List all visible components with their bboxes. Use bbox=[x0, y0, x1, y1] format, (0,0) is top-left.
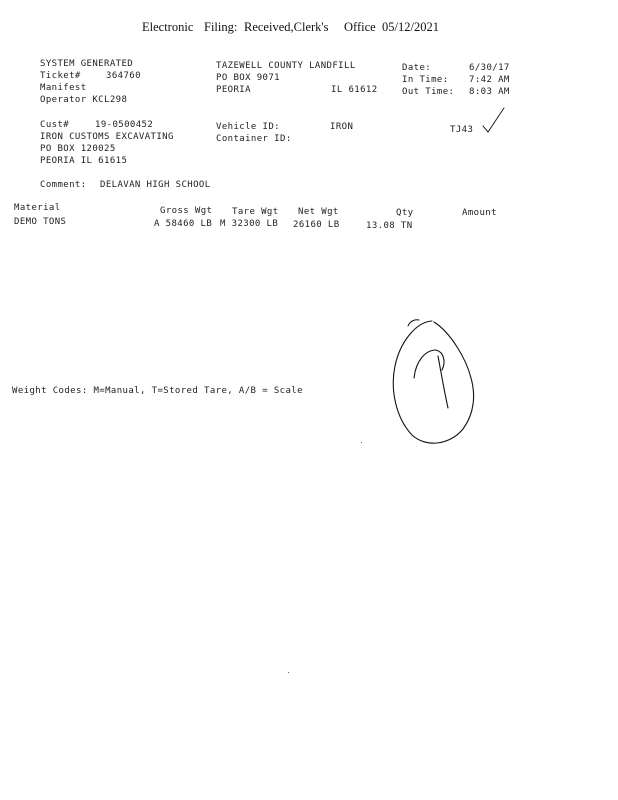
manifest-label: Manifest bbox=[40, 83, 87, 93]
cust-number: 19-0500452 bbox=[95, 120, 154, 130]
row-gross: A 58460 LB bbox=[154, 219, 213, 229]
facility-name: TAZEWELL COUNTY LANDFILL bbox=[216, 61, 356, 71]
vehicle-id-label: Vehicle ID: bbox=[216, 122, 281, 132]
scan-speck bbox=[288, 672, 289, 673]
comment-label: Comment: bbox=[40, 180, 87, 190]
row-qty: 13.08 TN bbox=[366, 221, 413, 231]
col-header-tare: Tare Wgt bbox=[232, 207, 279, 217]
handwritten-signature bbox=[388, 314, 478, 449]
facility-po-box: PO BOX 9071 bbox=[216, 73, 281, 83]
col-header-qty: Qty bbox=[396, 208, 414, 218]
col-header-net: Net Wgt bbox=[298, 207, 339, 217]
in-time-value: 7:42 AM bbox=[469, 75, 510, 85]
ticket-number: 364760 bbox=[106, 71, 141, 81]
checkmark-icon bbox=[482, 106, 506, 134]
vehicle-id-value: IRON bbox=[330, 122, 354, 132]
col-header-amount: Amount bbox=[462, 208, 497, 218]
date-value: 6/30/17 bbox=[469, 63, 510, 73]
customer-po-box: PO BOX 120025 bbox=[40, 144, 116, 154]
truck-code: TJ43 bbox=[450, 125, 474, 135]
ticket-label: Ticket# bbox=[40, 71, 81, 81]
customer-name: IRON CUSTOMS EXCAVATING bbox=[40, 132, 174, 142]
filing-received: Received,Clerk's bbox=[244, 20, 329, 34]
comment-text: DELAVAN HIGH SCHOOL bbox=[100, 180, 211, 190]
container-id-label: Container ID: bbox=[216, 134, 292, 144]
out-time-value: 8:03 AM bbox=[469, 87, 510, 97]
col-header-gross: Gross Wgt bbox=[160, 206, 213, 216]
row-tare: M 32300 LB bbox=[220, 219, 279, 229]
filing-electronic: Electronic bbox=[142, 20, 194, 34]
filing-label: Filing: bbox=[204, 20, 238, 34]
row-material: DEMO TONS bbox=[14, 217, 67, 227]
system-generated: SYSTEM GENERATED bbox=[40, 59, 134, 69]
operator-id: Operator KCL298 bbox=[40, 95, 128, 105]
weight-codes-legend: Weight Codes: M=Manual, T=Stored Tare, A/B = Scale bbox=[12, 386, 303, 396]
col-header-material: Material bbox=[14, 203, 61, 213]
in-time-label: In Time: bbox=[402, 75, 449, 85]
row-net: 26160 LB bbox=[293, 220, 340, 230]
scan-speck bbox=[361, 442, 362, 443]
facility-city: PEORIA bbox=[216, 85, 251, 95]
cust-label: Cust# bbox=[40, 120, 70, 130]
out-time-label: Out Time: bbox=[402, 87, 455, 97]
customer-city-state-zip: PEORIA IL 61615 bbox=[40, 156, 128, 166]
filing-date: 05/12/2021 bbox=[382, 20, 439, 34]
facility-state-zip: IL 61612 bbox=[331, 85, 378, 95]
date-label: Date: bbox=[402, 63, 432, 73]
filing-office: Office bbox=[344, 20, 376, 34]
